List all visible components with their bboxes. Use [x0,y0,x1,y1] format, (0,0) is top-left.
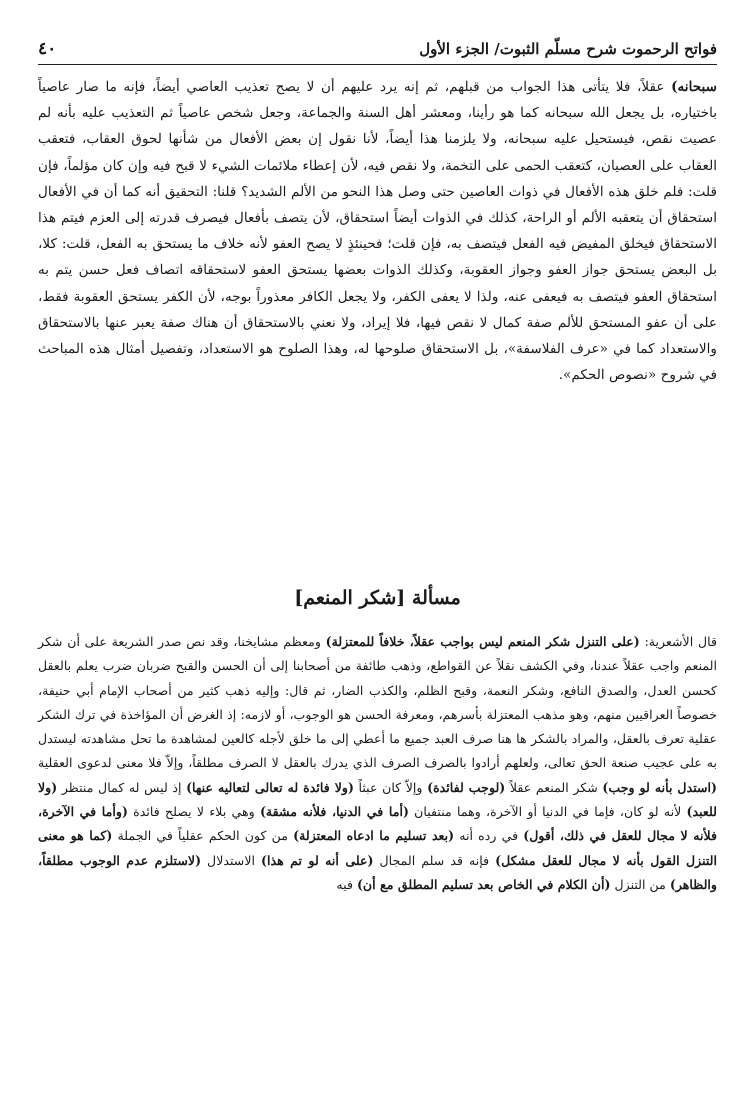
text-run: في رده أنه [454,828,524,844]
text-run: من كون الحكم عقلياً في الجملة [112,828,294,844]
text-run: فإنه قد سلم المجال [373,852,496,868]
bold-phrase: (لاستلزم عدم الوجوب مطلقاً، والظاهر) [38,852,717,892]
text-run: فيه [336,876,357,892]
section-heading: مسألة [شكر المنعم] [294,587,461,609]
bold-phrase: (ولا فائدة له تعالى لتعاليه عنها) [186,779,354,795]
text-run: لأنه لو كان، فإما في الدنيا أو الآخرة، وهما منتفيان [408,804,687,820]
bold-phrase: (لوجب لفائدة) [427,779,506,795]
paragraph [38,630,717,897]
text-run: ومعظم مشايخنا، وقد نص صدر الشريعة على أن شكر المنعم واجب عقلاً عندنا، وفي الكشف نقلاً عن القواطع، وذهب طائفة من أصحابنا إلى أن الحسن والقبح ضربان ضرب يعلم بالعقل كحسن العدل، والصدق النافع، وشكر النعمة، وقبح الظلم، والكذب الضار، ثم قال: وإليه ذهب كثير من أصحاب الإمام أبي حنيفة، خصوصاً العراقيين منهم، وهو مذهب المعتزلة بأسرهم، ومعرفة الحسن هو الوجوب، أو لازمه: إذ الغرض أن المؤاخذة في ترك الشكر عقلية تعرف بالعقل، والمراد بالشكر ها هنا صرف العبد جميع ما أعطي إلى ما خلق لأجله كالعين لمشاهدة ما تحل مشاهدته ليستدل به على عجيب صنعة الحق تعالى، ولعلهم أرادوا بالصرف الصرف الذي يدرك بالعقل لا الصرف مطلقاً، وإلاّ فلا معنى لدعوى العقلية [38,634,717,771]
body-text-bottom [38,630,717,897]
paragraph [38,74,717,388]
bold-phrase: (بعد تسليم ما ادعاه المعتزلة) [293,828,455,844]
page-number: ٤٠ [38,39,57,59]
bold-phrase: (ولا للعبد) [38,779,717,820]
bold-phrase: (أن الكلام في الخاص بعد تسليم المطلق مع أن) [356,876,611,892]
text-run: الاستدلال [201,852,262,868]
text-run: عقلاً، فلا يتأتى هذا الجواب من قبلهم، ثم إنه يرد عليهم أن لا يصح تعذيب العاصي أيضاً، فإنه ما صار عاصياً باختياره، بل يجعل الله سبحانه كما هو رأينا، ومعشر أهل السنة والجماعة، وجعل شخص عاصياً ثم التعذيب عليه بأنه لم عصيت نقص، فيستحيل عليه سبحانه، ولا يلزمنا هذا أيضاً، لأنا نقول إن بعض الأفعال من شأنها لحوق العقاب، فتعقب العقاب على العصيان، كتعقب الحمى على التخمة، ولا نقص فيه، لأن إعطاء ملائمات الشيء لا قبح فيه وإن كان مؤلماً، فإن قلت: فلم خلق هذه الأفعال في ذوات العاصين حتى وصل هذا النحو من الألم الشديد؟ قلنا: التحقيق أنه كما أن في الأفعال استحقاق أن يتعقبه الألم أو الراحة، كذلك في الذوات أيضاً استحقاق، لأن يتصف بأفعال فيصرف قدرته إلى العزم فيتم هذا الاستحقاق فيخلق المفيض فيه الفعل فيتصف به، فإن قلت؛ فحينئذٍ لا يصح العفو لأنه خلاف ما يستحق به الفعل، قلت: كلا، بل البعض يستحق جواز العفو وجواز العقوبة، وكذلك الذوات بعضها يستحق العفو لاستحقاقه اتصاف فعل حسن يتم به استحقاق العفو فيتصف به فيعفى عنه، ولذا لا يعفى الكفر، ولا يجعل الكافر معذوراً بوجه، لأن الكفر يستحق العقوبة فقط، على أن عفو المستحق للألم صفة كمال لا نقص فيها، فلا إيراد، ولا نعني بالاستحقاق أن هناك صفة يعبر عنها بالاستحقاق والاستعداد كما في «عرف الفلاسفة»، بل الاستحقاق صلوحها له، وهذا الصلوح هو الاستعداد، وتفصيل أمثال هذه المباحث في شروح «نصوص الحكم». [38,79,717,384]
bold-phrase: (على أنه لو تم هذا) [261,852,374,868]
bold-phrase: (أما في الدنيا، فلأنه مشقة) [259,804,409,820]
bold-phrase: (وأما في الآخرة، فلأنه لا مجال للعقل في ذلك، أقول) [38,804,717,844]
text-run: إذ ليس له كمال منتظر [57,779,187,795]
text-run: وإلاّ كان عبثاً [353,779,428,795]
text-run: شكر المنعم عقلاً [505,779,603,795]
bold-phrase: سبحانه) [671,79,717,95]
running-title: فواتح الرحموت شرح مسلّم الثبوت/ الجزء الأول [419,40,717,58]
text-run: قال الأشعرية: [639,634,717,649]
bold-phrase: (على التنزل شكر المنعم ليس بواجب عقلاً، خلافاً للمعتزلة) [325,634,640,649]
bold-phrase: (استدل بأنه لو وجب) [602,779,717,795]
body-text-top [38,74,717,388]
text-run: من التنزل [610,876,670,892]
page-header [38,34,717,65]
bold-phrase: (كما هو معنى التنزل القول بأنه لا مجال للعقل مشكل) [38,828,718,868]
text-run: وهي بلاء لا يصلح فائدة [127,804,260,820]
